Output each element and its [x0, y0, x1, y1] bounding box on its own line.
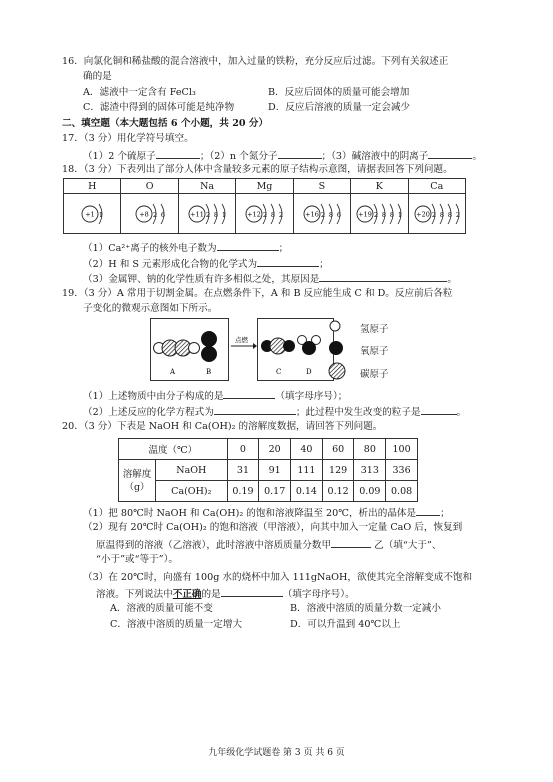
shell-electron-count: 1: [99, 210, 104, 219]
q17-part2: ；（2）n 个氮分子: [199, 151, 278, 162]
q20-sub3-post: 的是: [201, 589, 221, 600]
nucleus-charge: +19: [358, 210, 373, 218]
q20-sub2-tail: 乙（填“大于”、: [374, 540, 442, 551]
atomic-structure-table: [63, 178, 466, 234]
q20-sub2-line2: [96, 538, 441, 552]
value-cell: 111: [291, 460, 323, 481]
shell-electron-count: 1: [221, 210, 227, 219]
hydrogen-atom-icon: [330, 321, 340, 331]
q18-stem: 18．（3 分）下表列出了部分人体中含量较多元素的原子结构示意图，请据表回答下列问题。: [62, 164, 453, 175]
q20-sub3-emphasis: 不正确: [172, 589, 202, 600]
section-heading: 二、填空题（本大题包括 6 个小题，共 20 分）: [62, 118, 269, 129]
element-symbol-cell: Mg: [236, 179, 293, 194]
q18-sub2-text: （2）H 和 S 元素形成化合物的化学式为: [83, 259, 258, 270]
arrow-condition-label: 点燃: [235, 336, 248, 344]
q19-blank2[interactable]: [214, 405, 296, 415]
shell-electron-count: 2: [152, 210, 157, 219]
element-symbol-cell: O: [121, 179, 178, 194]
row-name-cell: NaOH: [156, 460, 228, 481]
shell-electron-count: 2: [205, 210, 211, 219]
q20-option-b: B．溶液中溶质的质量分数一定减小: [290, 603, 441, 614]
temp-cell: 80: [354, 439, 386, 460]
q19-sub1: [83, 389, 347, 403]
value-cell: 31: [227, 460, 259, 481]
q16-option-a: A．滤液中一定含有 FeCl₃: [83, 87, 196, 98]
q18-sub1: （1）Ca²⁺离子的核外电子数为 ；: [83, 243, 289, 254]
atom-diagram-cell: [64, 194, 121, 234]
atom-diagram-cell: [293, 194, 350, 234]
q20-sub3-line2: [96, 587, 355, 601]
atom-structure-diagram: [179, 195, 235, 233]
shell-electron-count: 8: [382, 210, 387, 219]
q20-blank1[interactable]: [416, 506, 440, 516]
q18-sub3-text: （3）金属钾、钠的化学性质有许多相似之处，其原因是: [83, 274, 320, 285]
element-symbol-cell: H: [64, 179, 121, 194]
q18-sub3: （3）金属钾、钠的化学性质有许多相似之处，其原因是 。: [83, 274, 457, 285]
q16-option-b: B．反应后固体的质量可能会增加: [268, 87, 410, 98]
atom-structure-diagram: [351, 195, 407, 233]
atom-diagram-cell: [351, 194, 408, 234]
shell-electron-count: 8: [213, 210, 219, 219]
row-name-cell: Ca(OH)₂: [156, 481, 228, 502]
q20-sub2-line3: “小于”或“等于”）。: [96, 554, 178, 565]
value-cell: 0.14: [291, 481, 323, 502]
q20-sub2-line1: （2）现有 20℃时 Ca(OH)₂ 的饱和溶液（甲溶液），向其中加入一定量 CaO 后，恢复到: [83, 522, 463, 533]
shell-electron-count: 6: [336, 210, 341, 219]
q20-option-d: D．可以升温到 40℃以上: [290, 619, 401, 630]
label-d: D: [306, 368, 312, 376]
q19-stem-line1: 19．（3 分）A 常用于切割金属。在点燃条件下，A 和 B 反应能生成 C 和 D。反应前后各粒: [62, 288, 453, 299]
nucleus-charge: +8: [138, 210, 149, 218]
q19-sub2: （2）上述反应的化学方程式为 ；此过程中发生改变的粒子是 。: [83, 407, 467, 418]
q20-blank2[interactable]: [331, 538, 371, 548]
q16-stem-line1: 16．向氯化铜和稀盐酸的混合溶液中，加入过量的铁粉，充分反应后过滤。下列有关叙述正: [62, 56, 449, 67]
q17-parts: （1）2 个硫原子 ；（2）n 个氮分子 ；（3）碱溶液中的阴离子 。: [83, 151, 482, 162]
shell-electron-count: 2: [279, 210, 284, 219]
atom-diagram-cell: [408, 194, 465, 234]
temp-cell: 60: [322, 439, 354, 460]
element-symbol-cell: K: [351, 179, 408, 194]
q16-stem-line2: 确的是: [83, 71, 112, 82]
temp-cell: 40: [291, 439, 323, 460]
q19-blank3[interactable]: [421, 405, 457, 415]
legend-oxygen: 氧原子: [360, 346, 389, 357]
shell-electron-count: 2: [431, 210, 436, 219]
atom-diagram-cell: [178, 194, 235, 234]
q18-sub2: （2）H 和 S 元素形成化合物的化学式为 ；: [83, 259, 329, 270]
q19-sub2-text: （2）上述反应的化学方程式为: [83, 407, 214, 418]
element-symbol-cell: S: [293, 179, 350, 194]
q17-blank1[interactable]: [156, 149, 200, 159]
legend-symbols: [325, 318, 355, 382]
temp-cell: 0: [227, 439, 259, 460]
shell-electron-count: 8: [439, 210, 444, 219]
temp-cell: 100: [386, 439, 418, 460]
q18-sub1-text: （1）Ca²⁺离子的核外电子数为: [83, 243, 217, 254]
q20-option-c: C．溶液中溶质的质量一定增大: [110, 619, 243, 630]
q20-sub3-tail: （填字母序号）。: [282, 589, 355, 600]
value-cell: 0.08: [386, 481, 418, 502]
shell-electron-count: 2: [455, 210, 460, 219]
value-cell: 0.12: [322, 481, 354, 502]
q17-stem: 17．（3 分）用化学符号填空。: [62, 133, 194, 144]
q18-blank1[interactable]: [217, 241, 279, 251]
q17-part1: （1）2 个硫原子: [83, 151, 156, 162]
shell-electron-count: 8: [447, 210, 452, 219]
value-cell: 129: [322, 460, 354, 481]
atom-structure-diagram: [122, 195, 178, 233]
q20-sub3-line1: （3）在 20℃时，向盛有 100g 水的烧杯中加入 111gNaOH，欲使其完全溶解变成不饱和: [83, 572, 473, 583]
molecule-d: [298, 336, 321, 356]
q18-blank3[interactable]: [319, 272, 447, 282]
atom-structure-diagram: [294, 195, 350, 233]
shell-electron-count: 8: [328, 210, 333, 219]
q20-option-a: A．溶液的质量可能不变: [110, 603, 213, 614]
molecule-b: [201, 331, 217, 362]
temp-header-cell: 温度（℃）: [119, 439, 228, 460]
nucleus-charge: +1: [85, 210, 95, 218]
q18-blank2[interactable]: [257, 257, 319, 267]
atom-diagram-cell: [236, 194, 293, 234]
atom-structure-diagram: [64, 195, 120, 233]
shell-electron-count: 2: [320, 210, 325, 219]
carbon-atom-icon: [329, 363, 345, 379]
q20-sub2-text: 原温得到的溶液（乙溶液），此时溶液中溶质质量分数甲: [96, 540, 332, 551]
q20-sub3-text: 溶液。下列说法中: [96, 589, 173, 600]
element-symbol-cell: Na: [178, 179, 235, 194]
nucleus-charge: +16: [305, 210, 319, 218]
label-a: A: [170, 368, 176, 376]
q16-option-c: C．滤渣中得到的固体可能是纯净物: [83, 102, 235, 113]
nucleus-charge: +11: [190, 210, 204, 218]
q20-sub1-text: （1）把 80℃时 NaOH 和 Ca(OH)₂ 的饱和溶液降温至 20℃，析出的晶体是: [83, 508, 417, 519]
q20-blank3[interactable]: [221, 587, 283, 597]
q19-blank1[interactable]: [223, 389, 275, 399]
q19-sub1-text: （1）上述物质中由分子构成的是: [83, 391, 224, 402]
label-c: C: [276, 368, 282, 376]
shell-electron-count: 8: [390, 210, 395, 219]
q19-sub1-tail: （填字母序号）；: [275, 391, 348, 402]
value-cell: 336: [386, 460, 418, 481]
atom-diagram-cell: [121, 194, 178, 234]
label-b: B: [206, 368, 212, 376]
shell-electron-count: 2: [374, 210, 379, 219]
value-cell: 0.09: [354, 481, 386, 502]
shell-electron-count: 1: [398, 210, 403, 219]
solubility-unit: （g）: [124, 481, 150, 493]
q19-stem-line2: 子变化的微观示意图如下所示。: [83, 303, 218, 314]
nucleus-charge: +12: [247, 210, 262, 218]
shell-electron-count: 6: [160, 210, 165, 219]
nucleus-charge: +20: [415, 210, 430, 218]
q16-option-d: D．反应后溶液的质量一定会减少: [268, 102, 411, 113]
legend-hydrogen: 氢原子: [360, 324, 389, 335]
q17-blank2[interactable]: [278, 149, 322, 159]
value-cell: 0.17: [259, 481, 291, 502]
value-cell: 0.19: [227, 481, 259, 502]
shell-electron-count: 2: [263, 210, 268, 219]
page-footer: 九年级化学试题卷 第 3 页 共 6 页: [208, 748, 345, 758]
reaction-diagram: [150, 318, 335, 381]
oxygen-atom-icon: [329, 341, 343, 355]
solubility-label-cell: [119, 460, 156, 502]
q17-part3: ；（3）碱溶液中的阴离子: [321, 151, 429, 162]
shell-electron-count: 8: [271, 210, 276, 219]
q17-blank3[interactable]: [428, 149, 472, 159]
solubility-label: 溶解度: [122, 468, 152, 480]
solubility-table: [118, 438, 418, 502]
molecule-a: [154, 340, 200, 356]
q20-stem: 20．（3 分）下表是 NaOH 和 Ca(OH)₂ 的溶解度数据，请回答下列问题。: [62, 421, 383, 432]
value-cell: 91: [259, 460, 291, 481]
atom-structure-diagram: [409, 195, 465, 233]
element-symbol-cell: Ca: [408, 179, 465, 194]
temp-cell: 20: [259, 439, 291, 460]
molecule-c: [261, 338, 295, 354]
atom-structure-diagram: [236, 195, 292, 233]
q20-sub1: （1）把 80℃时 NaOH 和 Ca(OH)₂ 的饱和溶液降温至 20℃，析出的晶体是 ；: [83, 508, 450, 519]
value-cell: 313: [354, 460, 386, 481]
q19-sub2-mid: ；此过程中发生改变的粒子是: [295, 407, 421, 418]
legend-carbon: 碳原子: [360, 369, 389, 380]
